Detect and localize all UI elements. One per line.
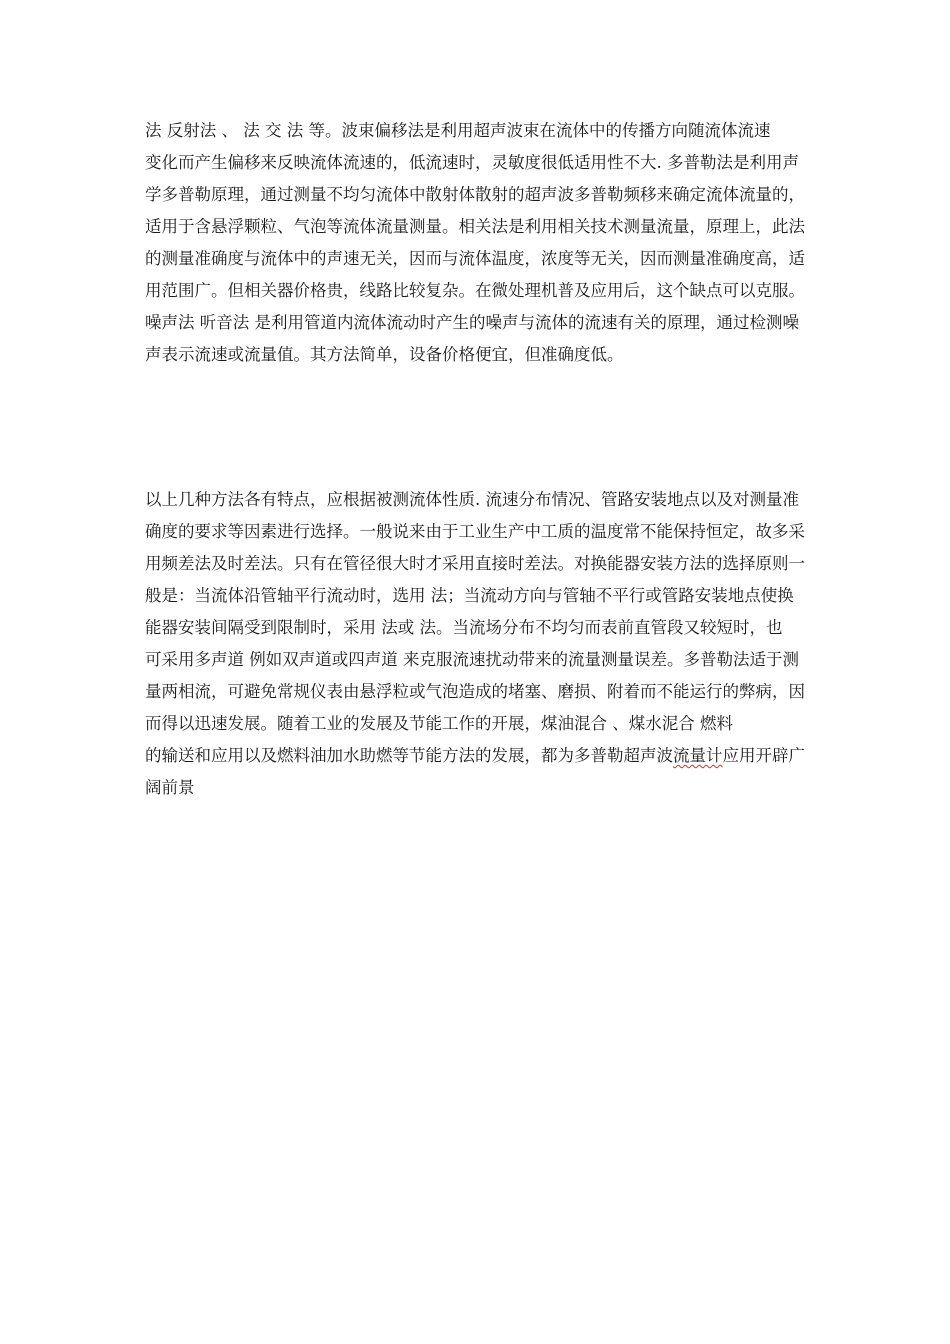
- text-line: 变化而产生偏移来反映流体流速的，低流速时，灵敏度很低适用性不大. 多普勒法是利用声: [145, 153, 799, 172]
- text-line: 用频差法及时差法。只有在管径很大时才采用直接时差法。对换能器安装方法的选择原则一: [145, 554, 805, 573]
- text-line: 般是：当流体沿管轴平行流动时，选用 法；当流动方向与管轴不平行或管路安装地点使换: [145, 586, 794, 605]
- text-line: 法 反射法 、 法 交 法 等。波束偏移法是利用超声波束在流体中的传播方向随流体流速: [145, 121, 771, 140]
- text-line: 声表示流速或流量值。其方法简单，设备价格便宜，但准确度低。: [145, 345, 624, 364]
- text-line: 阔前景: [145, 778, 195, 797]
- text-line: 能器安装间隔受到限制时，采用 法或 法。当流场分布不均匀而表前直管段又较短时，也: [145, 618, 783, 637]
- text-line: 可采用多声道 例如双声道或四声道 来克服流速扰动带来的流量测量误差。多普勒法适于测: [145, 650, 799, 669]
- text-line: 确度的要求等因素进行选择。一般说来由于工业生产中工质的温度常不能保持恒定，故多采: [145, 522, 805, 541]
- text-line: 的测量准确度与流体中的声速无关，因而与流体温度，浓度等无关，因而测量准确度高，适: [145, 249, 805, 268]
- text-segment: 的输送和应用以及燃料油加水助燃等节能方法的发展，都为多普勒超声波: [145, 746, 673, 765]
- text-line: 学多普勒原理，通过测量不均匀流体中散射体散射的超声波多普勒频移来确定流体流量的，: [145, 185, 805, 204]
- text-line: 量两相流，可避免常规仪表由悬浮粒或气泡造成的堵塞、磨损、附着而不能运行的弊病，因: [145, 682, 805, 701]
- text-line: 而得以迅速发展。随着工业的发展及节能工作的开展，煤油混合 、煤水泥合 燃料: [145, 714, 733, 733]
- text-line: 适用于含悬浮颗粒、气泡等流体流量测量。相关法是利用相关技术测量流量，原理上，此法: [145, 217, 805, 236]
- text-segment: 应用开辟广: [722, 746, 805, 765]
- text-line: 以上几种方法各有特点，应根据被测流体性质. 流速分布情况、管路安装地点以及对测量准: [145, 490, 799, 509]
- spellcheck-underlined-word: 流量计: [673, 746, 723, 765]
- text-line: 噪声法 听音法 是利用管道内流体流动时产生的噪声与流体的流速有关的原理，通过检测噪: [145, 313, 799, 332]
- text-line: [145, 743, 815, 769]
- text-line: 用范围广。但相关器价格贵，线路比较复杂。在微处理机普及应用后，这个缺点可以克服。: [145, 281, 805, 300]
